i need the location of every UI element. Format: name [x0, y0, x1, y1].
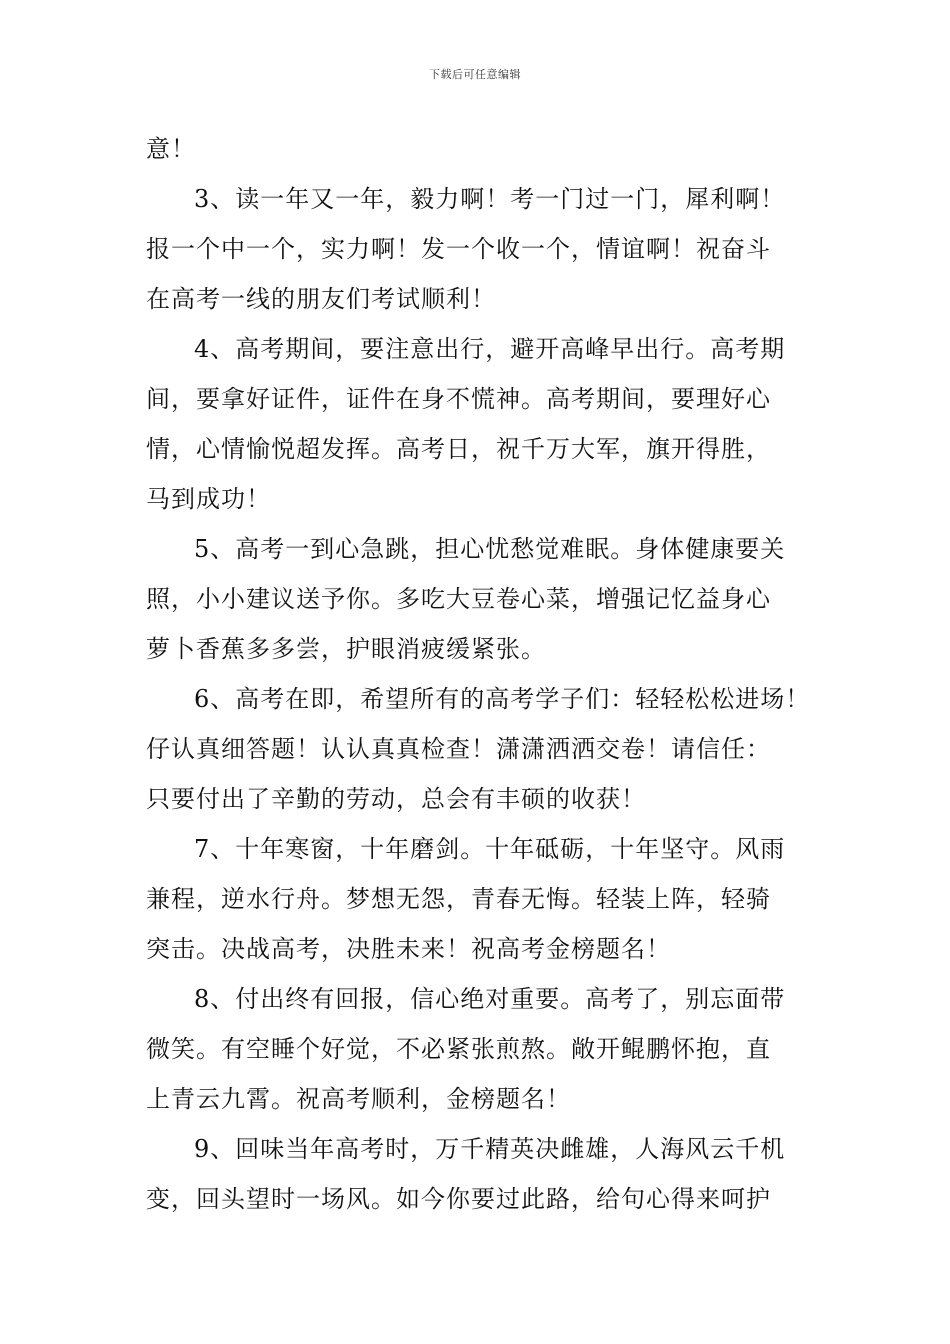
- paragraph-8-start: 8、付出终有回报，信心绝对重要。高考了，别忘面带: [194, 985, 786, 1013]
- text-line: 上青云九霄。祝高考顺利，金榜题名！: [146, 1085, 571, 1113]
- text-line: 照，小小建议送予你。多吃大豆卷心菜，增强记忆益身心: [146, 585, 771, 613]
- text-line: 马到成功！: [146, 485, 271, 513]
- paragraph-3-start: 3、读一年又一年，毅力啊！考一门过一门，犀利啊！: [194, 185, 786, 213]
- text-line: 意！: [146, 135, 196, 163]
- text-line: 在高考一线的朋友们考试顺利！: [146, 285, 496, 313]
- page-header: 下载后可任意编辑: [429, 68, 521, 81]
- paragraph-9-start: 9、回味当年高考时，万千精英决雌雄，人海风云千机: [194, 1135, 786, 1163]
- text-line: 微笑。有空睡个好觉，不必紧张煎熬。敞开鲲鹏怀抱，直: [146, 1035, 771, 1063]
- text-line: 突击。决战高考，决胜未来！祝高考金榜题名！: [146, 935, 671, 963]
- paragraph-6-start: 6、高考在即，希望所有的高考学子们：轻轻松松进场！: [194, 685, 811, 713]
- paragraph-5-start: 5、高考一到心急跳，担心忧愁觉难眠。身体健康要关: [194, 535, 786, 563]
- body-text: [146, 128, 836, 1228]
- text-line: 兼程，逆水行舟。梦想无怨，青春无悔。轻装上阵，轻骑: [146, 885, 771, 913]
- text-line: 报一个中一个，实力啊！发一个收一个，情谊啊！祝奋斗: [146, 235, 771, 263]
- text-line: 间，要拿好证件，证件在身不慌神。高考期间，要理好心: [146, 385, 771, 413]
- text-line: 萝卜香蕉多多尝，护眼消疲缓紧张。: [146, 635, 546, 663]
- paragraph-7-start: 7、十年寒窗，十年磨剑。十年砥砺，十年坚守。风雨: [194, 835, 786, 863]
- text-line: 只要付出了辛勤的劳动，总会有丰硕的收获！: [146, 785, 646, 813]
- text-line: 情，心情愉悦超发挥。高考日，祝千万大军，旗开得胜，: [146, 435, 771, 463]
- text-line: 仔认真细答题！认认真真检查！潇潇洒洒交卷！请信任：: [146, 735, 771, 763]
- paragraph-4-start: 4、高考期间，要注意出行，避开高峰早出行。高考期: [194, 335, 786, 363]
- text-line: 变，回头望时一场风。如今你要过此路，给句心得来呵护: [146, 1185, 771, 1213]
